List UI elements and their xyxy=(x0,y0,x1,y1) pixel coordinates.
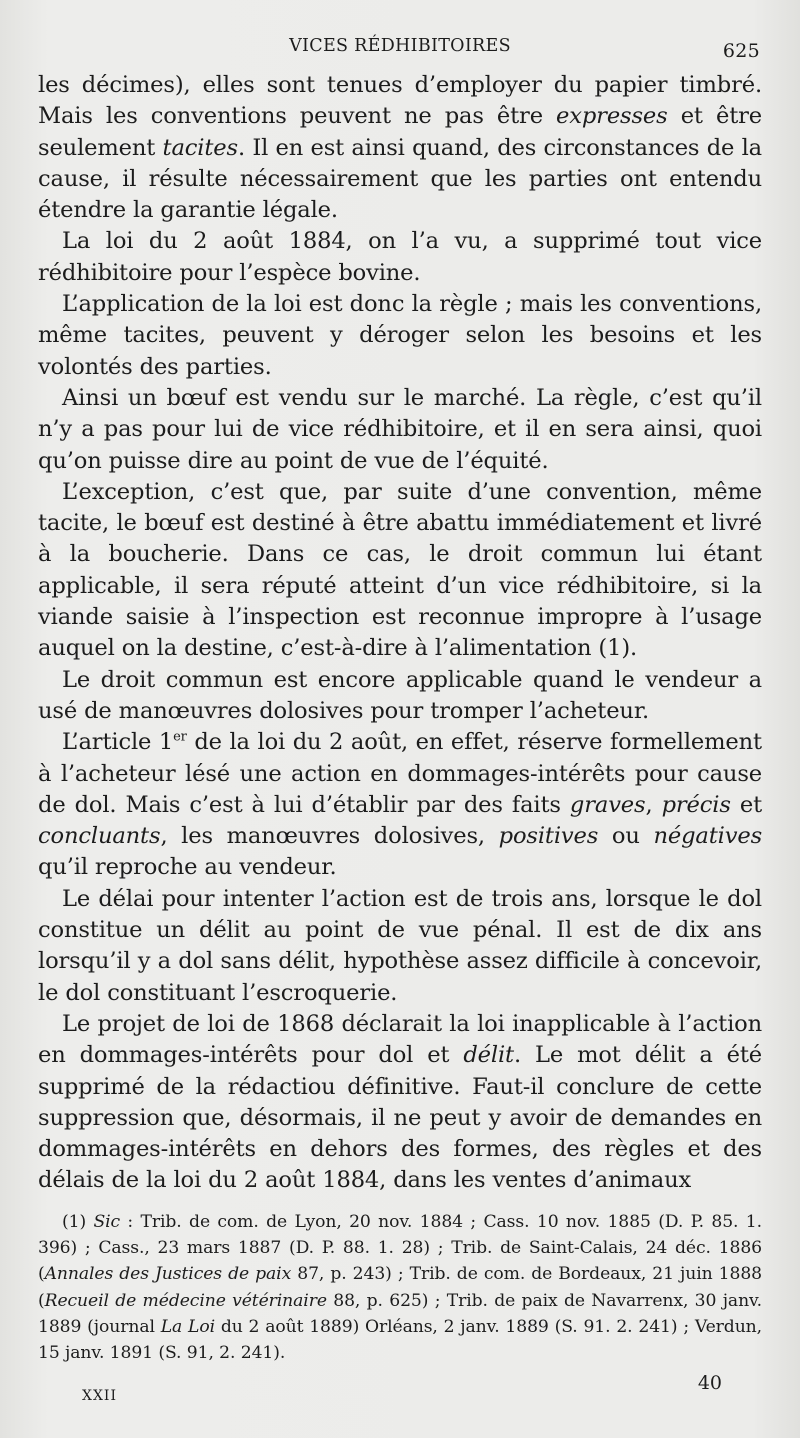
emphasis-positives: positives xyxy=(498,823,599,850)
paragraph-4: Ainsi un bœuf est vendu sur le marché. La règle, c’est qu’il n’y a pas pour lui de vice rédhibitoire, et il en sera ainsi, quoi qu’on puisse dire au point de vue de l’équité. xyxy=(38,384,762,474)
paragraph-8: Le délai pour intenter l’action est de trois ans, lorsque le dol constitue un délit au point de vue pénal. Il est de dix ans lorsqu’il y a dol sans délit, hypothèse assez difficile à concevoir, le dol constituant l’escroquerie. xyxy=(38,885,762,1006)
paragraph-6: Le droit commun est encore applicable quand le vendeur a usé de manœuvres dolosives pour tromper l’acheteur. xyxy=(38,666,762,724)
emphasis-precis: précis xyxy=(661,791,731,818)
signature-mark: XXII xyxy=(82,1388,117,1404)
emphasis-expresses: expresses xyxy=(556,103,668,130)
paragraph-5: L’exception, c’est que, par suite d’une convention, même tacite, le bœuf est destiné à être abattu immédiatement et livré à la boucherie. Dans ce cas, le droit commun lui étant applicable, il sera réputé atteint d’un vice rédhibitoire, si la viande saisie à l’inspection est reconnue impropre à l’usage auquel on la destine, c’est-à-dire à l’alimentation (1). xyxy=(38,478,762,662)
emphasis-concluants: concluants xyxy=(38,823,161,850)
paragraph-2: La loi du 2 août 1884, on l’a vu, a supprimé tout vice rédhibitoire pour l’espèce bovine. xyxy=(38,228,762,286)
emphasis-delit: délit xyxy=(463,1042,514,1069)
superscript-er: er xyxy=(173,729,187,745)
running-title: VICES RÉDHIBITOIRES xyxy=(289,36,511,56)
footnotes xyxy=(38,1209,762,1367)
emphasis-graves: graves xyxy=(569,791,646,818)
paragraph-7: L’article 1er de la loi du 2 août, en effet, réserve formellement à l’acheteur lésé une action en dommages-intérêts pour cause de dol. Mais c’est à lui d’établir par des faits graves, précis et concluants, les manœuvres dolosives, positives ou négatives qu’il reproche au vendeur. xyxy=(38,729,763,881)
page-number: 625 xyxy=(722,40,760,62)
body-text xyxy=(38,70,762,1197)
emphasis-tacites: tacites xyxy=(162,134,238,161)
footnote-1: (1) Sic : Trib. de com. de Lyon, 20 nov. 1884 ; Cass. 10 nov. 1885 (D. P. 85. 1. 396) ; Cass., 23 mars 1887 (D. P. 88. 1. 28) ; Trib. de Saint-Calais, 24 déc. 1886 (Annales des Justices de paix 87, p. 243) ; Trib. de com. de Bordeaux, 21 juin 1888 (Recueil de médecine vétérinaire 88, p. 625) ; Trib. de paix de Navarrenx, 30 janv. 1889 (journal La Loi du 2 août 1889) Orléans, 2 janv. 1889 (S. 91. 2. 241) ; Verdun, 15 janv. 1891 (S. 91, 2. 241). xyxy=(38,1211,762,1364)
paragraph-1: les décimes), elles sont tenues d’employer du papier timbré. Mais les conventions peuvent ne pas être expresses et être seulement tacites. Il en est ainsi quand, des circonstances de la cause, il résulte nécessairement que les parties ont entendu étendre la garantie légale. xyxy=(38,72,762,224)
sheet-number: 40 xyxy=(697,1372,722,1394)
paragraph-3: L’application de la loi est donc la règle ; mais les conventions, même tacites, peuvent y déroger selon les besoins et les volontés des parties. xyxy=(38,291,762,380)
paragraph-9: Le projet de loi de 1868 déclarait la loi inapplicable à l’action en dommages-intérêts pour dol et délit. Le mot délit a été supprimé de la rédactiou définitive. Faut-il conclure de cette suppression que, désormais, il ne peut y avoir de demandes en dommages-intérêts en dehors des formes, des règles et des délais de la loi du 2 août 1884, dans les ventes d’animaux xyxy=(38,1010,763,1194)
emphasis-negatives: négatives xyxy=(653,823,763,850)
running-head xyxy=(38,30,762,70)
